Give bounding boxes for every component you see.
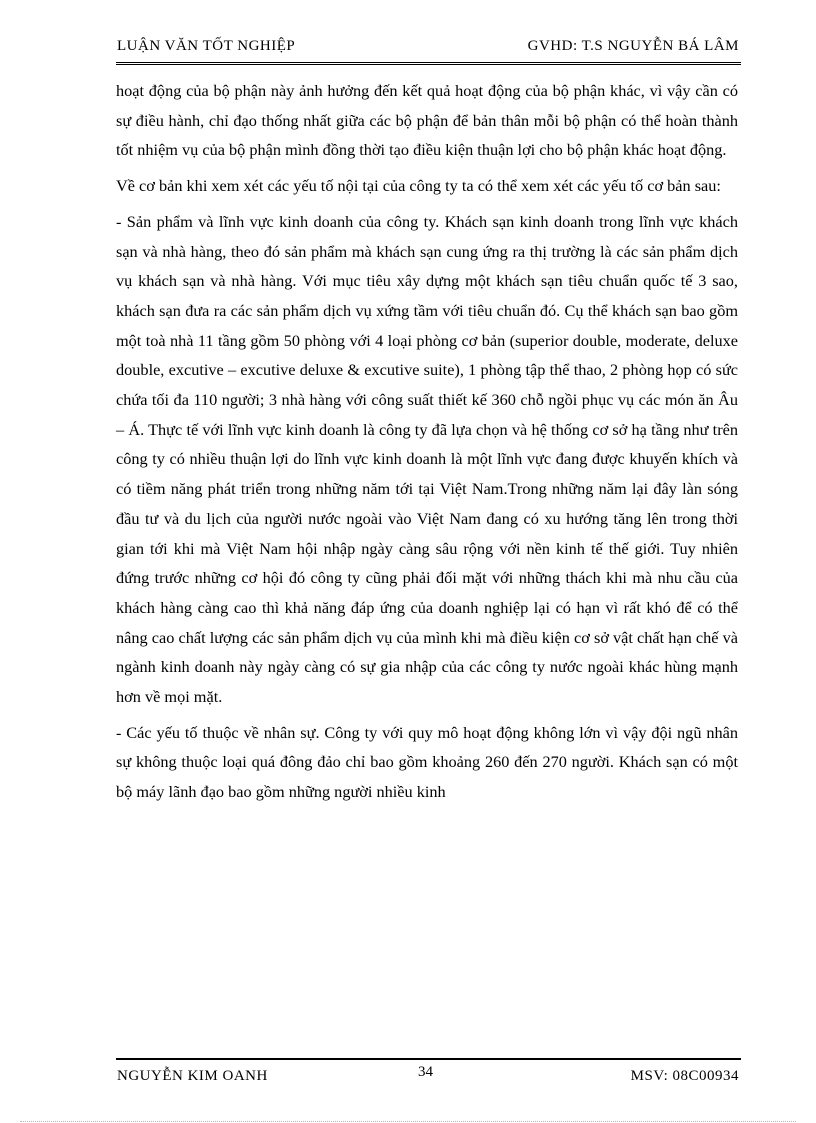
footer-author: NGUYỄN KIM OANH bbox=[117, 1068, 268, 1084]
page-edge-divider bbox=[20, 1121, 796, 1122]
paragraph-personnel: - Các yếu tố thuộc về nhân sự. Công ty với quy mô hoạt động không lớn vì vậy đội ngũ nhân sự không thuộc loại quá đông đảo chỉ bao gồm khoảng 260 đến 270 người. Khách sạn có một bộ máy lãnh đạo bao gồm những người nhiều kinh bbox=[116, 722, 738, 802]
paragraph-products: - Sản phẩm và lĩnh vực kinh doanh của công ty. Khách sạn kinh doanh trong lĩnh vực khách sạn và nhà hàng, theo đó sản phẩm mà khách sạn cung ứng ra thị trường là các sản phẩm dịch vụ khách sạn và nhà hàng. Với mục tiêu xây dựng một khách sạn tiêu chuẩn quốc tế 3 sao, khách sạn đưa ra các sản phẩm dịch vụ xứng tầm với tiêu chuẩn đó. Cụ thể khách sạn bao gồm một toà nhà 11 tầng gồm 50 phòng với 4 loại phòng cơ bản (superior double, moderate, deluxe double, excutive – excutive deluxe & excutive suite), 1 phòng tập thể thao, 2 phòng họp có sức chứa tối đa 110 người; 3 nhà hàng với công suất thiết kế 360 chỗ ngồi phục vụ các món ăn Âu – Á. Thực tế với lĩnh vực kinh doanh là công ty đã lựa chọn và hệ thống cơ sở hạ tầng như trên công ty có nhiều thuận lợi do lĩnh vực kinh doanh là một lĩnh vực đang được khuyến khích và có tiềm năng phát triển trong những năm tới tại Việt Nam.Trong những năm lại đây làn sóng đầu tư và du lịch của người nước ngoài vào Việt Nam đang có xu hướng tăng lên trong thời gian tới khi mà Việt Nam hội nhập ngày càng sâu rộng với nền kinh tế thế giới. Tuy nhiên đứng trước những cơ hội đó công ty cũng phải đối mặt với những thách khi mà nhu cầu của khách hàng càng cao thì khả năng đáp ứng của doanh nghiệp lại có hạn vì rất khó để có thể nâng cao chất lượng các sản phẩm dịch vụ của mình khi mà điều kiện cơ sở vật chất hạn chế và ngành kinh doanh này ngày càng có sự gia nhập của các công ty nước ngoài khác hùng mạnh hơn về mọi mặt. bbox=[116, 211, 738, 707]
page-footer bbox=[116, 1058, 741, 1092]
page-header bbox=[116, 36, 741, 65]
body-text bbox=[116, 76, 738, 813]
footer-student-id: MSV: 08C00934 bbox=[630, 1068, 739, 1084]
page-number: 34 bbox=[418, 1064, 433, 1080]
paragraph-continuation: hoạt động của bộ phận này ảnh hưởng đến kết quả hoạt động của bộ phận khác, vì vậy cần có sự điều hành, chỉ đạo thống nhất giữa các bộ phận để bản thân mỗi bộ phận có thể hoàn thành tốt nhiệm vụ của bộ phận mình đồng thời tạo điều kiện thuận lợi cho bộ phận khác hoạt động. bbox=[116, 81, 738, 160]
header-advisor: GVHD: T.S NGUYỄN BÁ LÂM bbox=[527, 38, 739, 54]
header-thesis-title: LUẬN VĂN TỐT NGHIỆP bbox=[117, 38, 296, 54]
paragraph-intro: Về cơ bản khi xem xét các yếu tố nội tại của công ty ta có thể xem xét các yếu tố cơ bản sau: bbox=[116, 176, 721, 196]
